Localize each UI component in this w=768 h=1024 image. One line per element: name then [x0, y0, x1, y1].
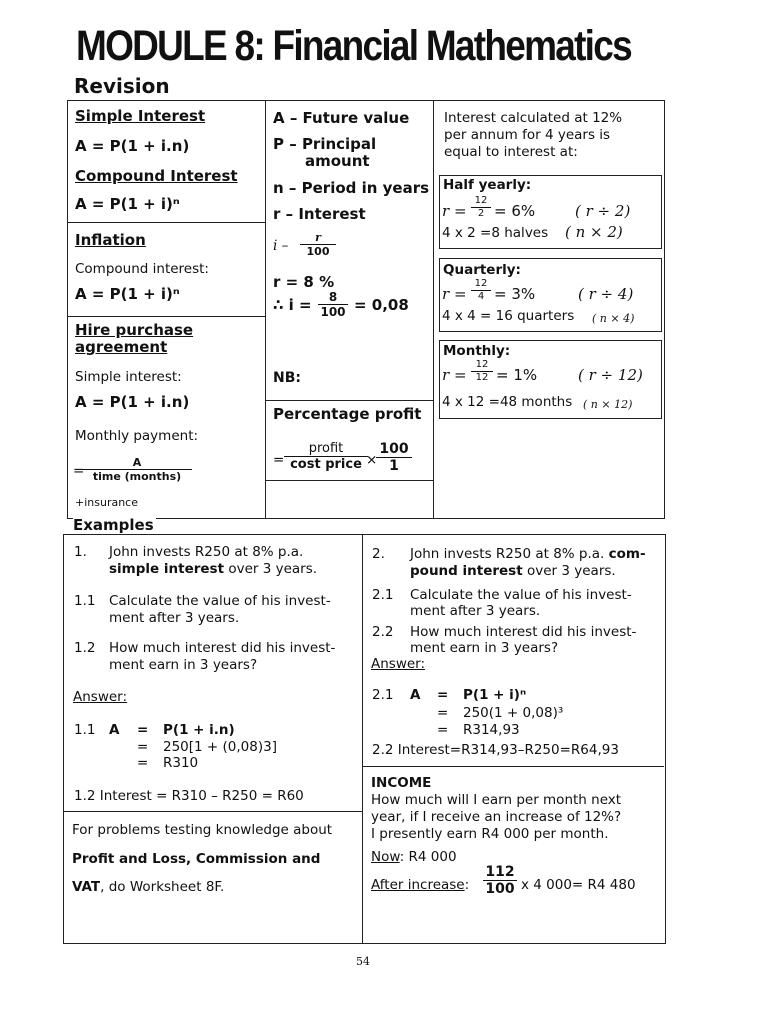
- examples-left-divider: [63, 811, 362, 812]
- q11-number: 1.1: [74, 593, 96, 609]
- q12-line-1: How much interest did his invest-: [109, 640, 336, 656]
- now-line: [371, 849, 457, 866]
- now-value: : R4 000: [399, 849, 457, 865]
- increase-fraction: [483, 864, 517, 897]
- after-increase-colon: :: [464, 877, 470, 893]
- monthly-payment-label: Monthly payment:: [75, 428, 199, 444]
- hundred-denominator: 1: [389, 458, 399, 474]
- revision-divider-2: [433, 100, 434, 518]
- example-fraction-denominator: 100: [320, 305, 346, 319]
- example-result: = 0,08: [354, 296, 409, 314]
- interest-intro-line-2: per annum for 4 years is: [444, 127, 611, 143]
- half-yearly-result: = 6%: [494, 202, 536, 220]
- interest-intro-line-3: equal to interest at:: [444, 144, 578, 160]
- a22-line: 2.2 Interest=R314,93–R250=R64,93: [372, 742, 619, 758]
- q1-line-1: John invests R250 at 8% p.a.: [109, 544, 304, 560]
- half-yearly-denominator: 2: [477, 208, 485, 219]
- monthly-label: Monthly:: [443, 343, 511, 359]
- q11-line-1: Calculate the value of his invest-: [109, 593, 331, 609]
- quarterly-note: ( r ÷ 4): [578, 285, 634, 303]
- half-yearly-label: Half yearly:: [443, 177, 532, 193]
- profit-numerator: profit: [284, 441, 368, 457]
- a21-eq-2: =: [437, 705, 449, 721]
- half-yearly-numerator: 12: [471, 195, 491, 208]
- a12-line: 1.2 Interest = R310 – R250 = R60: [74, 788, 304, 804]
- inflation-formula: A = P(1 + i)ⁿ: [75, 285, 180, 303]
- a11-number: 1.1: [74, 722, 96, 738]
- answer-1-label: Answer:: [73, 689, 128, 705]
- hundred-numerator: 100: [376, 441, 412, 458]
- q21-line-2: ment after 3 years.: [410, 603, 541, 619]
- percentage-profit-heading: Percentage profit: [273, 405, 422, 423]
- col2-divider-a: [265, 400, 433, 401]
- col2-divider-b: [265, 480, 433, 481]
- hundred-fraction: [376, 441, 412, 474]
- a21-formula: P(1 + i)ⁿ: [463, 687, 527, 703]
- quarterly-r: r =: [442, 285, 467, 303]
- a21-number: 2.1: [372, 687, 394, 703]
- inflation-heading: Inflation: [75, 231, 146, 249]
- now-label: Now: [371, 849, 400, 865]
- q1-number: 1.: [74, 544, 87, 560]
- quarterly-denominator: 4: [477, 291, 485, 302]
- q2-line-1-bold: com-: [608, 546, 646, 562]
- after-increase-label: After increase: [371, 877, 465, 893]
- hire-purchase-text: Simple interest:: [75, 369, 182, 385]
- monthly-payment-equals: =: [73, 463, 85, 479]
- quarterly-fraction: [471, 278, 491, 303]
- half-yearly-fraction: [471, 195, 491, 220]
- worksheet-note-vat: VAT: [72, 879, 101, 895]
- worksheet-note-3: [72, 879, 224, 896]
- a21-A: A: [410, 687, 421, 703]
- q2-line-2-rest: over 3 years.: [522, 563, 616, 579]
- half-yearly-r: r =: [442, 202, 467, 220]
- monthly-denominator: 12: [475, 372, 489, 383]
- hire-purchase-formula: A = P(1 + i.n): [75, 393, 190, 411]
- q12-number: 1.2: [74, 640, 96, 656]
- monthly-count: 4 x 12 =48 months: [442, 394, 573, 410]
- quarterly-note-2: ( n × 4): [592, 312, 635, 325]
- a21-result: R314,93: [463, 722, 520, 738]
- after-increase-result: x 4 000= R4 480: [521, 877, 636, 893]
- page-number: 54: [356, 955, 370, 968]
- q1-line-2-rest: over 3 years.: [224, 561, 318, 577]
- monthly-payment-insurance: +insurance: [75, 496, 138, 509]
- worksheet-note-3-rest: , do Worksheet 8F.: [100, 879, 225, 895]
- a11-eq-2: =: [137, 739, 149, 755]
- hire-purchase-heading-2: agreement: [75, 338, 168, 356]
- worksheet-note-2: Profit and Loss, Commission and: [72, 851, 321, 867]
- interest-intro-line-1: Interest calculated at 12%: [444, 110, 623, 126]
- examples-heading: Examples: [73, 516, 154, 534]
- quarterly-label: Quarterly:: [443, 262, 521, 278]
- q11-line-2: ment after 3 years.: [109, 610, 240, 626]
- r-value: r = 8 %: [273, 273, 335, 291]
- example-fraction-numerator: 8: [318, 290, 348, 305]
- worksheet-note-1: For problems testing knowledge about: [72, 822, 333, 838]
- monthly-result: = 1%: [496, 366, 538, 384]
- percentage-profit-fraction: [284, 441, 368, 472]
- income-line-1: How much will I earn per month next: [371, 792, 622, 808]
- page-subtitle: Revision: [74, 74, 170, 98]
- quarterly-count: 4 x 4 = 16 quarters: [442, 308, 575, 324]
- a21-eq-3: =: [437, 722, 449, 738]
- i-fraction: [300, 231, 336, 258]
- monthly-note-2: ( n × 12): [583, 398, 633, 411]
- q22-line-2: ment earn in 3 years?: [410, 640, 559, 656]
- hire-purchase-heading-1: Hire purchase: [75, 321, 194, 339]
- a21-eq-1: =: [437, 687, 449, 703]
- revision-divider-1: [265, 100, 266, 518]
- compound-interest-heading: Compound Interest: [75, 167, 238, 185]
- quarterly-numerator: 12: [471, 278, 491, 291]
- income-line-2: year, if I receive an increase of 12%?: [371, 809, 622, 825]
- monthly-r: r =: [442, 366, 467, 384]
- a21-substitution: 250(1 + 0,08)³: [463, 705, 564, 721]
- examples-divider: [362, 534, 363, 943]
- p-definition-2: amount: [305, 152, 370, 170]
- increase-numerator: 112: [483, 864, 517, 881]
- monthly-payment-fraction: [82, 456, 192, 483]
- percentage-profit-equals: =: [273, 452, 285, 468]
- answer-2-label: Answer:: [371, 656, 426, 672]
- q1-simple-interest: simple interest: [109, 561, 225, 577]
- inflation-text: Compound interest:: [75, 261, 209, 277]
- q2-line-1: [410, 546, 646, 563]
- q21-number: 2.1: [372, 587, 394, 603]
- quarterly-result: = 3%: [494, 285, 536, 303]
- cost-price-denominator: cost price: [290, 457, 362, 472]
- a11-substitution: 250[1 + (0,08)3]: [163, 739, 277, 755]
- col1-divider-b: [67, 316, 265, 317]
- examples-right-divider: [362, 766, 664, 767]
- therefore-i: ∴ i =: [273, 296, 312, 314]
- a11-A: A: [109, 722, 120, 738]
- half-yearly-count: 4 x 2 =8 halves: [442, 225, 549, 241]
- monthly-note: ( r ÷ 12): [578, 366, 643, 384]
- i-equation-label: i –: [273, 238, 289, 254]
- col1-divider-a: [67, 222, 265, 223]
- simple-interest-heading: Simple Interest: [75, 107, 206, 125]
- q1-line-2: [109, 561, 317, 578]
- percentage-profit-times: ×: [366, 452, 378, 468]
- monthly-payment-denominator: time (months): [92, 470, 182, 483]
- half-yearly-note: ( r ÷ 2): [575, 202, 631, 220]
- q2-number: 2.: [372, 546, 385, 562]
- a11-result: R310: [163, 755, 199, 771]
- example-fraction: [318, 290, 348, 319]
- income-heading: INCOME: [371, 775, 432, 791]
- a11-eq-1: =: [137, 722, 149, 738]
- after-increase-line: [371, 877, 469, 894]
- increase-denominator: 100: [485, 881, 515, 897]
- monthly-fraction: [471, 359, 493, 384]
- n-definition: n – Period in years: [273, 179, 430, 197]
- monthly-payment-numerator: A: [82, 456, 192, 470]
- p-definition-1: P – Principal: [273, 135, 377, 153]
- q12-line-2: ment earn in 3 years?: [109, 657, 258, 673]
- i-fraction-denominator: 100: [306, 245, 330, 258]
- monthly-numerator: 12: [471, 359, 493, 372]
- nb-label: NB:: [273, 370, 301, 386]
- q2-compound-interest: pound interest: [410, 563, 523, 579]
- r-definition: r – Interest: [273, 205, 366, 223]
- compound-interest-formula: A = P(1 + i)ⁿ: [75, 195, 180, 213]
- simple-interest-formula: A = P(1 + i.n): [75, 137, 190, 155]
- q22-line-1: How much interest did his invest-: [410, 624, 637, 640]
- a-definition: A – Future value: [273, 109, 410, 127]
- i-fraction-numerator: r: [300, 231, 336, 245]
- a11-eq-3: =: [137, 755, 149, 771]
- q21-line-1: Calculate the value of his invest-: [410, 587, 632, 603]
- a11-formula: P(1 + i.n): [163, 722, 235, 738]
- q22-number: 2.2: [372, 624, 394, 640]
- q2-line-2: [410, 563, 616, 580]
- q2-line-1-text: John invests R250 at 8% p.a.: [410, 546, 609, 562]
- half-yearly-note-2: ( n × 2): [565, 223, 623, 241]
- income-line-3: I presently earn R4 000 per month.: [371, 826, 609, 842]
- page-title: MODULE 8: Financial Mathematics: [76, 22, 631, 70]
